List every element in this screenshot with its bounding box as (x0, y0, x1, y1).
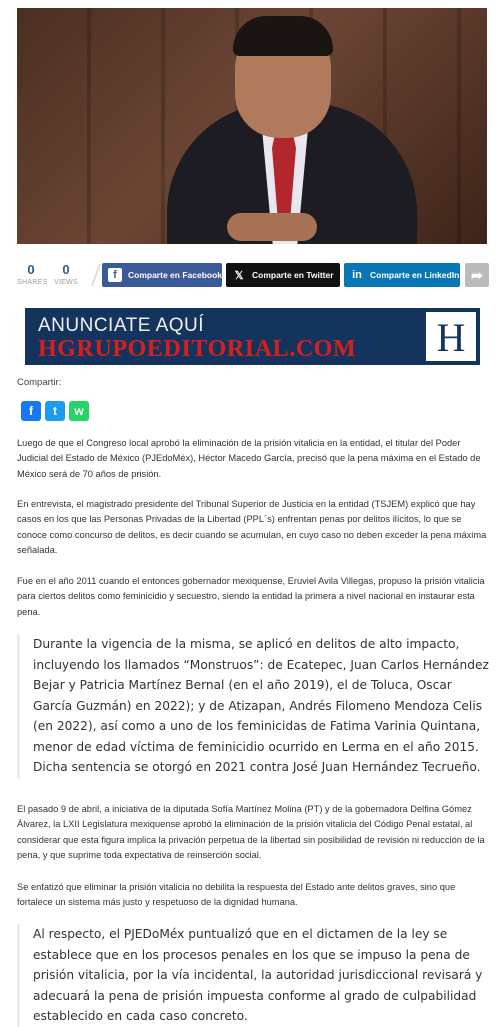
photo-hair (233, 16, 333, 56)
ad-domain: HGRUPOEDITORIAL.COM (38, 336, 357, 362)
share-twitter-button[interactable] (226, 263, 340, 287)
share-linkedin-button[interactable] (344, 263, 460, 287)
share-linkedin-label: Comparte en LinkedIn (370, 270, 460, 280)
facebook-icon: f (108, 268, 122, 282)
share-arrow-icon: ➦ (471, 266, 483, 283)
share-bar (17, 262, 487, 290)
linkedin-icon: in (352, 269, 362, 281)
article-quote-2: Al respecto, el PJEDoMéx puntualizó que en el dictamen de la ley se establece que en los procesos penales en los que se impuso la pena de prisión vitalicia, por la vía incidental, la autoridad jurisdiccional revisará y adecuará la pena de prisión impuesta conforme al grado de culpabilidad establecido en cada caso concreto. (17, 924, 491, 1027)
ad-headline: ANUNCIATE AQUÍ (38, 315, 205, 336)
ad-logo-letter: H (436, 315, 466, 360)
views-label: VIEWS (53, 279, 79, 286)
article-quote-1: Durante la vigencia de la misma, se aplicó en delitos de alto impacto, incluyendo los llamados “Monstruos”: de Ecatepec, Juan Carlos Hernández Bejar y Patricia Martínez Bernal (en el año 2019), el de Toluca, Oscar García Guzmán) en 2022); y de Atizapan, Andrés Filomeno Mendoza Celis (en 2022), así como a uno de los feminicidas de Fatima Varinia Quintana, menor de edad víctima de feminicidio ocurrido en Lerma en el año 2015. Dicha sentencia se otorgó en 2021 contra José Juan Hernández Tecrueño. (17, 634, 491, 778)
article-photo (17, 8, 487, 244)
article-paragraph-1: Luego de que el Congreso local aprobó la eliminación de la prisión vitalicia en la entidad, el titular del Poder Judicial del Estado de México (PJEdoMéx), Héctor Macedo García, precisó que la pena máxima en el Estado de México será de 70 años de prisión. (17, 438, 481, 479)
views-counter (52, 262, 80, 286)
x-icon: 𝕏 (234, 269, 244, 282)
twitter-share-icon[interactable]: t (45, 401, 65, 421)
share-facebook-label: Comparte en Facebook (128, 270, 222, 280)
shares-counter (17, 262, 48, 286)
share-more-button[interactable] (465, 263, 489, 287)
share-twitter-label: Comparte en Twitter (252, 270, 334, 280)
social-share-icons (21, 401, 89, 421)
article-paragraph-2: En entrevista, el magistrado presidente del Tribunal Superior de Justicia en la entidad (TSJEM) explicó que hay casos en los que las Personas Privadas de la Libertad (PPL´s) enfrentan penas por delitos ilícitos, lo que se conoce como concurso de delitos, es decir cuando se acumulan, en cuyo caso no deben exceder la pena máxima señalada. (17, 499, 487, 556)
views-count: 0 (62, 262, 70, 277)
ad-logo (426, 312, 476, 361)
whatsapp-share-icon[interactable]: w (69, 401, 89, 421)
article-paragraph-4: El pasado 9 de abril, a iniciativa de la diputada Sofía Martínez Molina (PT) y de la gobernadora Delfina Gómez Álvarez, la LXII Legislatura mexiquense aprobó la eliminación de la prisión vitalicia del Código Penal estatal, al considerar que esta figura implica la privación perpetua de la libertad sin posibilidad de revisión ni reducción de la pena, y que suprime toda expectativa de reinserción social. (17, 804, 485, 861)
article-paragraph-5: Se enfatizó que eliminar la prisión vitalicia no debilita la respuesta del Estado ante delitos graves, sino que fortalece un sistema más justo y respetuoso de la dignidad humana. (17, 882, 456, 908)
divider (91, 264, 101, 286)
compartir-label: Compartir: (17, 377, 62, 388)
shares-count: 0 (27, 262, 35, 277)
article-paragraph-3: Fue en el año 2011 cuando el entonces gobernador mexiquense, Eruviel Avila Villegas, propuso la prisión vitalicia para ciertos delitos como feminicidio y secuestro, siendo la entidad la primera a nivel nacional en instaurar esta pena. (17, 576, 485, 617)
facebook-share-icon[interactable]: f (21, 401, 41, 421)
share-facebook-button[interactable] (102, 263, 222, 287)
photo-hands (227, 213, 317, 241)
ad-banner[interactable] (25, 308, 480, 365)
shares-label: SHARES (17, 279, 48, 286)
